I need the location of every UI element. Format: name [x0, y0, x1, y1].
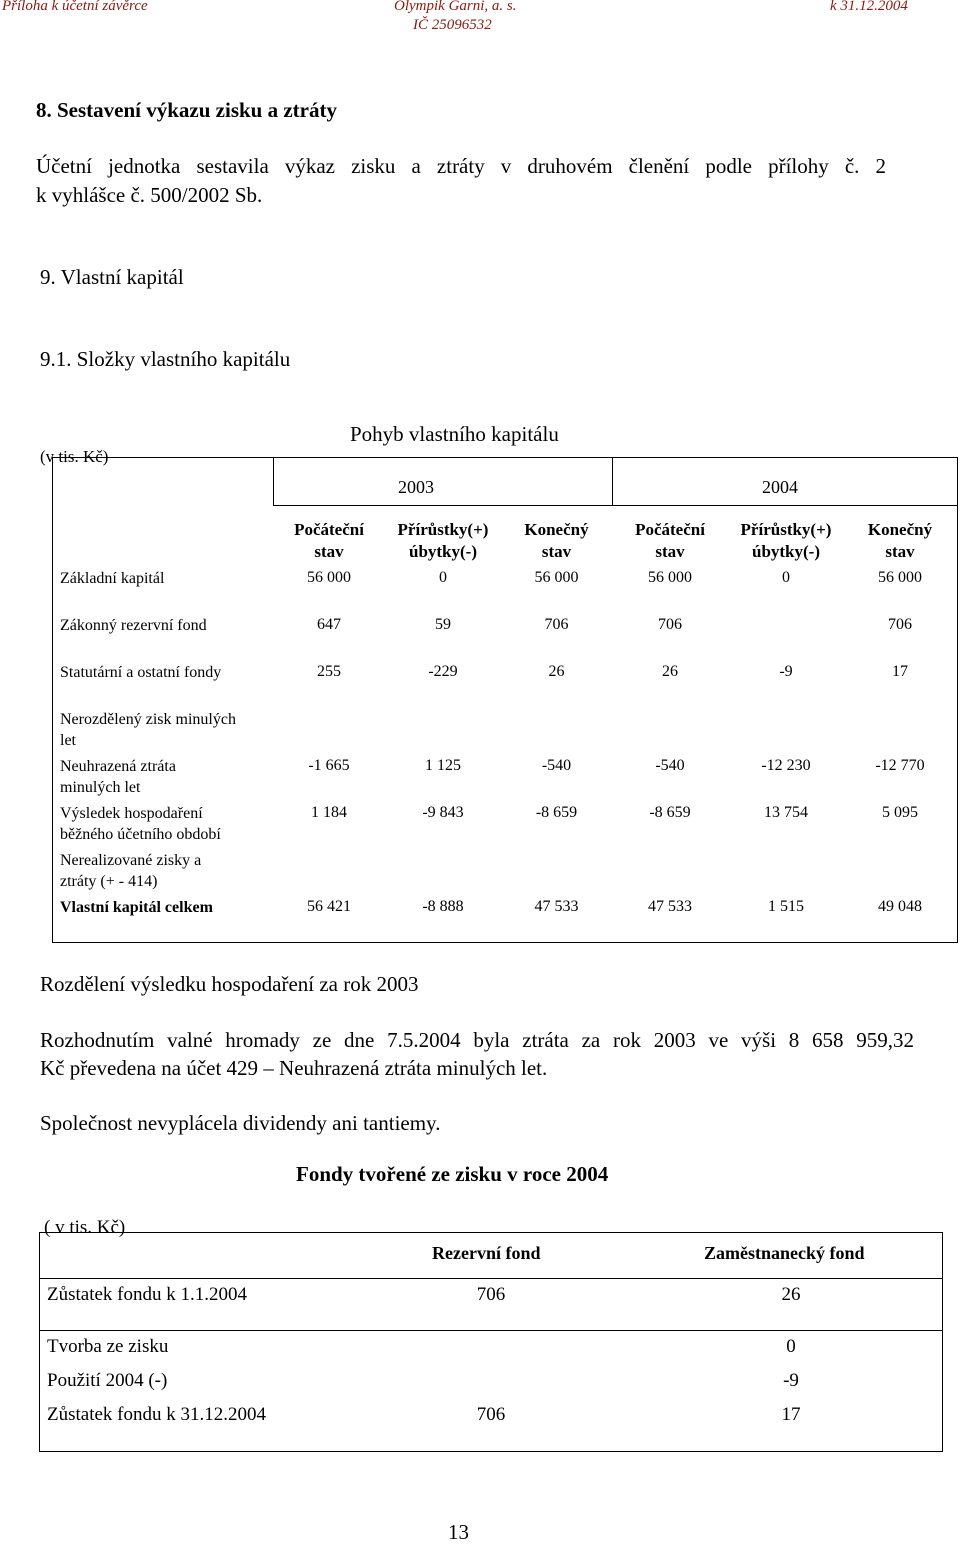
funds-table-title: Fondy tvořené ze zisku v roce 2004: [296, 1162, 609, 1186]
cell-value: 56 000: [307, 569, 351, 586]
row-label: [60, 756, 176, 798]
col-header-closing-2003: [501, 519, 612, 563]
col-header-line2: úbytky(-): [751, 542, 820, 561]
cell-value: -9: [779, 663, 793, 680]
section-9-heading: 9. Vlastní kapitál: [40, 265, 184, 289]
row-label: Použití 2004 (-): [47, 1370, 168, 1391]
equity-header-divider-mid: [612, 457, 613, 505]
cell-value: 26: [548, 663, 565, 680]
cell-value: -12 230: [761, 757, 811, 774]
funds-col-header-employee: Zaměstnanecký fond: [704, 1243, 865, 1263]
section-9-1-heading: 9.1. Složky vlastního kapitálu: [40, 347, 291, 371]
row-label: [60, 803, 221, 845]
equity-header-divider-left: [273, 457, 274, 505]
cell-value: -229: [428, 663, 458, 680]
equity-year-row-rule: [273, 505, 958, 506]
distribution-heading: Rozdělení výsledku hospodaření za rok 2003: [40, 972, 419, 996]
cell-value: 59: [435, 616, 451, 633]
cell-value: 647: [317, 616, 341, 633]
cell-value: 26: [662, 663, 678, 680]
funds-unit-note: ( v tis. Kč): [44, 1217, 126, 1238]
cell-value: 0: [782, 569, 790, 586]
cell-value: 706: [476, 1284, 506, 1305]
row-label: [60, 850, 201, 892]
cell-value: -9: [783, 1370, 799, 1391]
cell-value: 17: [781, 1404, 801, 1425]
row-label: Zůstatek fondu k 1.1.2004: [47, 1284, 248, 1305]
cell-value: -8 888: [422, 898, 464, 915]
cell-value: -12 770: [875, 757, 925, 774]
header-date: k 31.12.2004: [830, 0, 908, 14]
row-label-line1: Nerealizované zisky a: [60, 852, 202, 869]
col-header-line1: Počáteční: [294, 520, 364, 539]
row-label: Zákonný rezervní fond: [60, 617, 207, 634]
section-8-heading: 8. Sestavení výkazu zisku a ztráty: [36, 98, 337, 122]
col-header-line2: stav: [314, 542, 344, 561]
cell-value: 49 048: [878, 898, 922, 915]
cell-value: 1 125: [425, 757, 461, 774]
col-header-line1: Počáteční: [635, 520, 705, 539]
cell-value: 706: [544, 616, 569, 633]
row-label: [60, 709, 236, 751]
cell-value: 706: [658, 616, 682, 633]
funds-row-rule: [39, 1330, 943, 1331]
row-label-line1: Výsledek hospodaření: [60, 805, 203, 822]
header-company: Olympik Garni, a. s.: [394, 0, 517, 14]
cell-value: 56 000: [648, 569, 692, 586]
col-header-line1: Přírůstky(+): [740, 520, 832, 539]
section-8-paragraph-line2: k vyhlášce č. 500/2002 Sb.: [36, 183, 263, 207]
page-number: 13: [448, 1520, 469, 1544]
row-label: Tvorba ze zisku: [47, 1336, 169, 1357]
cell-value: 0: [439, 569, 447, 586]
cell-value: 47 533: [648, 898, 692, 915]
year-2004: 2004: [762, 477, 798, 497]
cell-value: 47 533: [534, 898, 579, 915]
row-label-line2: minulých let: [60, 779, 141, 796]
cell-value: 706: [476, 1404, 506, 1425]
funds-col-header-reserve: Rezervní fond: [432, 1243, 541, 1263]
funds-header-rule: [39, 1278, 943, 1279]
cell-value: 1 184: [311, 804, 347, 821]
col-header-line2: stav: [655, 542, 685, 561]
row-label: Statutární a ostatní fondy: [60, 664, 222, 681]
row-label-line2: ztráty (+ - 414): [60, 873, 158, 890]
col-header-change-2003: [385, 519, 501, 563]
col-header-line1: Přírůstky(+): [397, 520, 489, 539]
equity-unit-note: (v tis. Kč): [40, 447, 109, 466]
cell-value: -1 665: [308, 757, 350, 774]
cell-value: 1 515: [768, 898, 804, 915]
col-header-closing-2004: [844, 519, 956, 563]
cell-value: -8 659: [649, 804, 691, 821]
year-2003: 2003: [398, 477, 434, 497]
cell-value: 5 095: [882, 804, 918, 821]
cell-value: 56 000: [534, 569, 579, 586]
row-label: Vlastní kapitál celkem: [60, 899, 213, 916]
section-8-paragraph-line1: Účetní jednotka sestavila výkaz zisku a ztráty v druhovém členění podle přílohy č. 2: [36, 154, 886, 178]
col-header-line1: Konečný: [524, 520, 589, 539]
col-header-opening-2004: [612, 519, 728, 563]
cell-value: 255: [317, 663, 341, 680]
col-header-change-2004: [728, 519, 844, 563]
equity-table-title: Pohyb vlastního kapitálu: [350, 422, 559, 446]
row-label-line1: Neuhrazená ztráta: [60, 758, 176, 775]
row-label-line2: běžného účetního období: [60, 826, 221, 843]
col-header-line2: stav: [541, 542, 572, 561]
row-label: Zůstatek fondu k 31.12.2004: [47, 1404, 267, 1425]
cell-value: 26: [781, 1284, 801, 1305]
dividends-note: Společnost nevyplácela dividendy ani tantiemy.: [40, 1111, 441, 1135]
cell-value: 56 421: [307, 898, 351, 915]
cell-value: 56 000: [878, 569, 922, 586]
cell-value: 0: [786, 1336, 796, 1357]
cell-value: -540: [541, 757, 572, 774]
cell-value: -9 843: [422, 804, 464, 821]
cell-value: 706: [888, 616, 912, 633]
cell-value: -8 659: [535, 804, 578, 821]
header-left: Příloha k účetní závěrce: [2, 0, 148, 14]
cell-value: 17: [892, 663, 908, 680]
row-label: Základní kapitál: [60, 570, 165, 587]
row-label-line2: let: [60, 732, 76, 749]
col-header-opening-2003: [273, 519, 385, 563]
col-header-line2: úbytky(-): [408, 542, 477, 561]
distribution-paragraph-line1: Rozhodnutím valné hromady ze dne 7.5.2004 byla ztráta za rok 2003 ve výši 8 658 959,32: [40, 1028, 914, 1052]
header-ico: IČ 25096532: [413, 17, 492, 33]
cell-value: -540: [655, 757, 685, 774]
col-header-line1: Konečný: [867, 520, 933, 539]
cell-value: 13 754: [764, 804, 808, 821]
distribution-paragraph-line2: Kč převedena na účet 429 – Neuhrazená ztráta minulých let.: [40, 1056, 548, 1080]
row-label-line1: Nerozdělený zisk minulých: [60, 711, 236, 728]
col-header-line2: stav: [885, 542, 915, 561]
